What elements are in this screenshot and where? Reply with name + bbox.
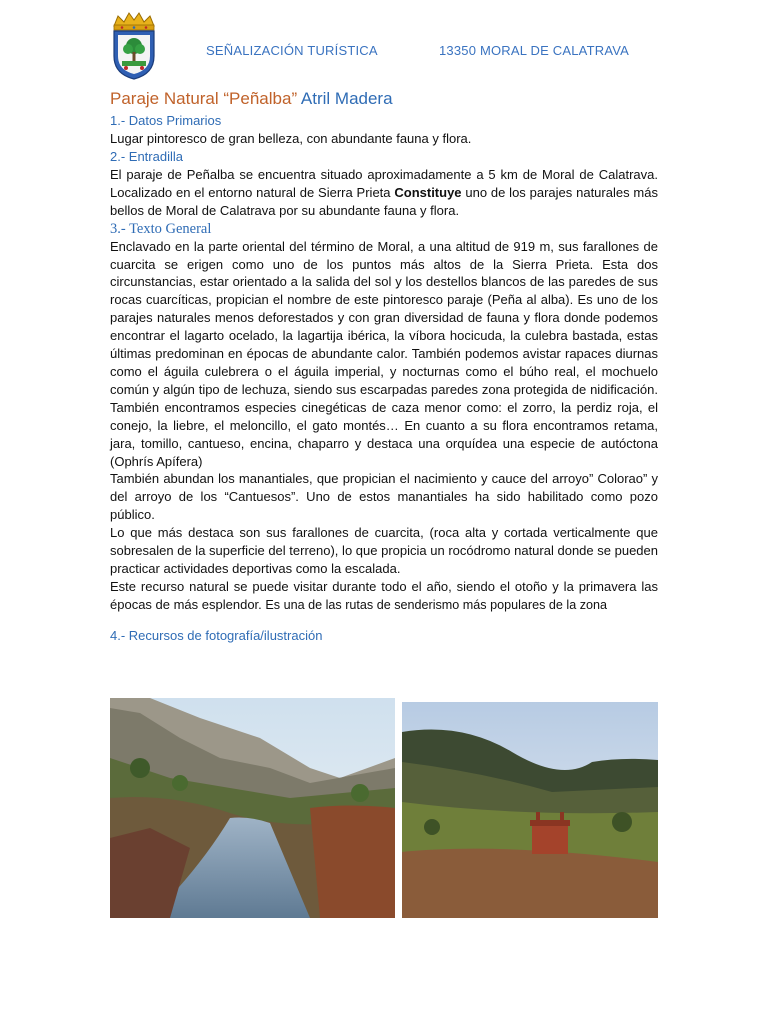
texto-general-paragraph-1: Enclavado en la parte oriental del término de Moral, a una altitud de 919 m, sus farallones de cuarcita se erigen como uno de los puntos más altos de la Sierra Prieta. Esta dos circunstancias, estar orientado a la salida del sol y los destellos blancos de las paredes de sus rocas cuarcíticas, propician el nombre de este pintoresco paraje (Peña al alba). Es uno de los parajes naturales menos deforestados y con gran diversidad de fauna y flora donde podemos encontrar el lagarto ocelado, la lagartija ibérica, la víbora hocicuda, la culebra bastada, estas últimas predominan en épocas de abundante calor. También podemos avistar rapaces diurnas como el águila culebrera o el águila imperial, y nocturnas como el búho real, el mochuelo común y algún tipo de lechuza, siendo sus escarpadas paredes zona protegida de nidificación. También encontramos especies cinegéticas de caza menor como: el zorro, la perdiz roja, el conejo, la liebre, el meloncillo, el gato montés… En cuanto a su flora encontramos retama, jara, tomillo, cantueso, encina, chaparro y destaca una orquídea una especie de autóctona (Ophrís Apífera) xyxy=(110,238,658,469)
photo-public-well xyxy=(402,702,658,918)
section-heading-texto-general: 3.- Texto General xyxy=(110,220,212,237)
section-heading-recursos: 4.- Recursos de fotografía/ilustración xyxy=(110,627,323,643)
entradilla-text-b: uno de los parajes naturales más bellos de Moral de Calatrava por su abundante fauna y flora. xyxy=(110,184,658,218)
coat-of-arms-icon xyxy=(108,10,160,80)
section-text-entradilla xyxy=(110,166,658,220)
paragraph-4-text-b: Es una de las rutas de senderismo más populares de la zona xyxy=(265,597,608,612)
header-section-label: SEÑALIZACIÓN TURÍSTICA xyxy=(206,43,378,58)
texto-general-paragraph-2: También abundan los manantiales, que propician el nacimiento y cauce del arroyo” Colorao” y del arroyo de los “Cantuesos”. Uno de estos manantiales ha sido habilitado como pozo público. xyxy=(110,471,658,523)
paragraph-4-text-a: Este recurso natural se puede visitar durante todo el año, siendo el otoño y la primavera las épocas de más esplendor. xyxy=(110,578,658,612)
section-heading-entradilla: 2.- Entradilla xyxy=(110,148,183,164)
header-municipality-label: 13350 MORAL DE CALATRAVA xyxy=(439,43,629,58)
entradilla-bold-word: Constituye xyxy=(394,184,462,200)
photo-stream-valley xyxy=(110,698,395,918)
photo-gallery xyxy=(110,698,658,920)
texto-general-paragraph-4 xyxy=(110,578,658,615)
section-heading-datos-primarios: 1.- Datos Primarios xyxy=(110,113,222,128)
document-body xyxy=(110,88,658,645)
texto-general-paragraph-3: Lo que más destaca son sus farallones de cuarcita, (roca alta y cortada verticalmente que sobresalen de la superficie del terreno), lo que propicia un rocódromo natural donde se pueden practicar actividades deportivas como la escalada. xyxy=(110,525,658,576)
section-text-datos-primarios: Lugar pintoresco de gran belleza, con abundante fauna y flora. xyxy=(110,131,472,146)
title-place-name: Paraje Natural “Peñalba” xyxy=(110,89,298,108)
page-header xyxy=(108,10,668,80)
document-title xyxy=(110,88,658,110)
title-support-type: Atril Madera xyxy=(300,89,393,108)
entradilla-text-a: El paraje de Peñalba se encuentra situado aproximadamente a 5 km de Moral de Calatrava. Localizado en el entorno natural de Sierra Prieta xyxy=(110,166,658,200)
